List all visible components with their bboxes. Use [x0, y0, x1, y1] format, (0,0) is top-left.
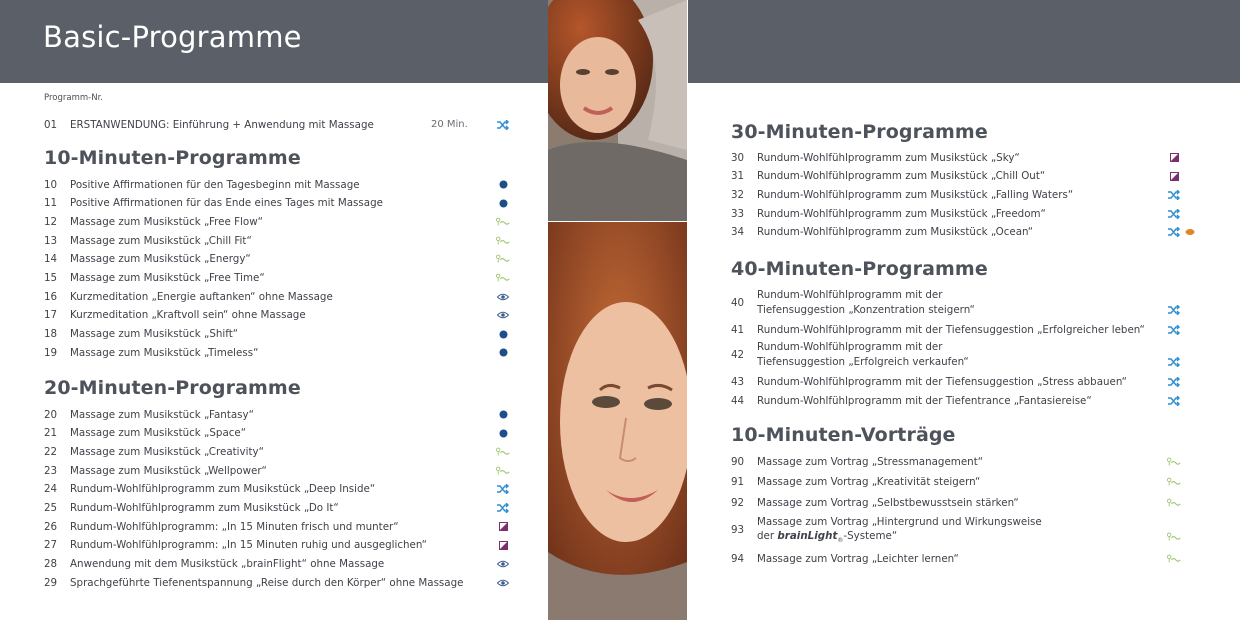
program-row-01[interactable]	[44, 116, 514, 133]
program-number: 31	[731, 170, 745, 183]
music-wave-icon	[1167, 497, 1181, 509]
program-number: 92	[731, 496, 745, 509]
column-label-program-number: Programm-Nr.	[44, 93, 103, 103]
program-row-17[interactable]	[44, 307, 514, 324]
program-title	[757, 340, 969, 369]
program-title-line-2: Tiefensuggestion „Konzentration steigern“	[757, 303, 975, 316]
program-title: Massage zum Vortrag „Leichter lernen“	[757, 553, 959, 565]
program-row-11[interactable]	[44, 195, 514, 212]
eye-icon	[496, 291, 510, 303]
eye-icon	[496, 309, 510, 321]
program-number: 14	[44, 253, 58, 266]
page-title: Basic-Programme	[43, 20, 302, 54]
section-heading-30min: 30-Minuten-Programme	[731, 121, 988, 143]
program-number: 22	[44, 445, 58, 458]
orange-blob-icon	[1183, 226, 1197, 238]
program-title: Rundum-Wohlfühlprogramm mit der Tiefensuggestion „Stress abbauen“	[757, 376, 1128, 389]
program-row-34[interactable]	[731, 224, 1201, 241]
program-number: 40	[731, 297, 745, 309]
program-number: 21	[44, 427, 58, 440]
program-title: Massage zum Musikstück „Timeless“	[70, 346, 259, 359]
program-row-21[interactable]	[44, 425, 514, 442]
music-wave-icon	[1167, 531, 1181, 543]
dot-icon	[496, 197, 510, 209]
program-title: Rundum-Wohlfühlprogramm zum Musikstück „Freedom“	[757, 207, 1046, 220]
program-number: 27	[44, 539, 58, 552]
shuffle-icon	[1167, 208, 1181, 220]
program-row-30[interactable]	[731, 149, 1201, 166]
half-square-icon	[1167, 170, 1181, 182]
header-bar-right	[688, 0, 1240, 83]
program-number: 12	[44, 215, 58, 228]
shuffle-icon	[496, 483, 510, 495]
program-row-16[interactable]	[44, 288, 514, 305]
program-row-25[interactable]	[44, 500, 514, 517]
program-title: Massage zum Musikstück „Shift“	[70, 328, 239, 341]
dot-icon	[496, 409, 510, 421]
section-heading-10min: 10-Minuten-Programme	[44, 147, 301, 169]
program-title: Massage zum Vortrag „Kreativität steigern“	[757, 476, 981, 488]
program-number: 91	[731, 476, 745, 488]
header-bar-left	[0, 0, 548, 83]
program-number: 29	[44, 576, 58, 589]
program-title-line-2-suffix: -Systeme“	[843, 530, 898, 542]
program-number: 13	[44, 234, 58, 247]
program-title: Massage zum Musikstück „Fantasy“	[70, 408, 254, 421]
music-wave-icon	[1167, 553, 1181, 565]
shuffle-icon	[1167, 395, 1181, 407]
brand-name: brainLight	[777, 530, 838, 542]
program-number: 93	[731, 523, 745, 536]
half-square-icon	[496, 539, 510, 551]
program-title-line-1: Massage zum Vortrag „Hintergrund und Wirkungsweise	[757, 515, 1042, 528]
shuffle-icon	[1167, 376, 1181, 388]
program-title: Kurzmeditation „Energie auftanken“ ohne Massage	[70, 290, 333, 303]
program-title: Massage zum Musikstück „Free Flow“	[70, 215, 263, 228]
music-wave-icon	[496, 216, 510, 228]
shuffle-icon	[1167, 226, 1181, 238]
program-title: Positive Affirmationen für den Tagesbeginn mit Massage	[70, 178, 360, 191]
shuffle-icon	[496, 119, 510, 131]
program-number: 10	[44, 178, 58, 191]
program-row-32[interactable]	[731, 186, 1201, 203]
program-row-14[interactable]	[44, 251, 514, 268]
program-title: Sprachgeführte Tiefenentspannung „Reise durch den Körper“ ohne Massage	[70, 576, 464, 589]
half-square-icon	[1167, 152, 1181, 164]
program-title	[757, 515, 1042, 549]
music-wave-icon	[496, 272, 510, 284]
program-title: Rundum-Wohlfühlprogramm: „In 15 Minuten frisch und munter“	[70, 520, 399, 533]
program-title	[757, 288, 975, 317]
program-row-92[interactable]	[731, 494, 1201, 511]
program-row-13[interactable]	[44, 232, 514, 249]
program-number: 20	[44, 408, 58, 421]
program-row-41[interactable]	[731, 322, 1201, 339]
program-title: Rundum-Wohlfühlprogramm zum Musikstück „Do It“	[70, 502, 339, 514]
shuffle-icon	[1167, 356, 1181, 368]
program-number: 44	[731, 394, 745, 407]
music-wave-icon	[496, 253, 510, 265]
program-title: Massage zum Musikstück „Space“	[70, 427, 247, 440]
section-heading-10min-talks: 10-Minuten-Vorträge	[731, 424, 956, 446]
program-number: 24	[44, 483, 58, 496]
program-number: 16	[44, 290, 58, 303]
music-wave-icon	[1167, 456, 1181, 468]
program-title: Rundum-Wohlfühlprogramm zum Musikstück „Chill Out“	[757, 170, 1046, 183]
program-title: Rundum-Wohlfühlprogramm mit der Tiefentrance „Fantasiereise“	[757, 394, 1092, 407]
program-row-43[interactable]	[731, 374, 1201, 391]
program-title: Rundum-Wohlfühlprogramm zum Musikstück „Deep Inside“	[70, 483, 376, 496]
program-number: 01	[44, 118, 58, 131]
program-title: Anwendung mit dem Musikstück „brainFlight“ ohne Massage	[70, 558, 385, 571]
section-heading-20min: 20-Minuten-Programme	[44, 377, 301, 399]
program-row-33[interactable]	[731, 205, 1201, 222]
program-title: Massage zum Musikstück „Energy“	[70, 253, 251, 266]
program-row-15[interactable]	[44, 270, 514, 287]
program-number: 25	[44, 502, 58, 514]
program-number: 15	[44, 272, 58, 284]
program-title: ERSTANWENDUNG: Einführung + Anwendung mit Massage	[70, 118, 374, 131]
program-row-91[interactable]	[731, 474, 1201, 491]
program-row-27[interactable]	[44, 537, 514, 554]
program-number: 33	[731, 207, 745, 220]
program-title: Massage zum Musikstück „Creativity“	[70, 445, 264, 458]
half-square-icon	[496, 521, 510, 533]
program-number: 17	[44, 309, 58, 322]
shuffle-icon	[496, 502, 510, 514]
dot-icon	[496, 347, 510, 359]
music-wave-icon	[496, 446, 510, 458]
shuffle-icon	[1167, 304, 1181, 316]
program-row-26[interactable]	[44, 518, 514, 535]
program-row-93[interactable]	[731, 515, 1201, 545]
program-row-40[interactable]	[731, 288, 1201, 318]
program-title: Positive Affirmationen für das Ende eines Tages mit Massage	[70, 197, 383, 210]
program-title-line-1: Rundum-Wohlfühlprogramm mit der	[757, 289, 943, 301]
program-number: 32	[731, 188, 745, 201]
program-title-line-2-prefix: der	[757, 530, 778, 542]
program-number: 23	[44, 464, 58, 477]
program-row-94[interactable]	[731, 551, 1201, 568]
program-title: Kurzmeditation „Kraftvoll sein“ ohne Massage	[70, 309, 306, 322]
program-title: Rundum-Wohlfühlprogramm mit der Tiefensuggestion „Erfolgreicher leben“	[757, 324, 1145, 336]
program-number: 28	[44, 558, 58, 571]
program-row-31[interactable]	[731, 168, 1201, 185]
program-row-19[interactable]	[44, 344, 514, 361]
program-number: 30	[731, 151, 745, 164]
dot-icon	[496, 179, 510, 191]
program-row-44[interactable]	[731, 392, 1201, 409]
program-title: Massage zum Musikstück „Chill Fit“	[70, 234, 252, 247]
eye-icon	[496, 558, 510, 570]
program-title: Massage zum Musikstück „Wellpower“	[70, 464, 267, 477]
dot-icon	[496, 427, 510, 439]
program-number: 41	[731, 324, 745, 336]
program-number: 90	[731, 455, 745, 468]
program-row-22[interactable]	[44, 443, 514, 460]
program-number: 19	[44, 346, 58, 359]
program-number: 26	[44, 520, 58, 533]
program-row-20[interactable]	[44, 406, 514, 423]
program-number: 94	[731, 553, 745, 565]
section-heading-40min: 40-Minuten-Programme	[731, 258, 988, 280]
program-title: Massage zum Musikstück „Free Time“	[70, 272, 265, 284]
program-number: 42	[731, 349, 745, 362]
program-title: Rundum-Wohlfühlprogramm zum Musikstück „Sky“	[757, 151, 1020, 164]
program-title: Massage zum Vortrag „Selbstbewusstsein stärken“	[757, 496, 1019, 509]
program-title-line-1: Rundum-Wohlfühlprogramm mit der	[757, 341, 943, 354]
registered-mark: ®	[837, 537, 844, 545]
music-wave-icon	[496, 235, 510, 247]
program-row-10[interactable]	[44, 176, 514, 193]
program-title-line-2: Tiefensuggestion „Erfolgreich verkaufen“	[757, 355, 969, 368]
music-wave-icon	[1167, 476, 1181, 488]
shuffle-icon	[1167, 324, 1181, 336]
shuffle-icon	[1167, 189, 1181, 201]
program-number: 11	[44, 197, 58, 210]
dot-icon	[496, 328, 510, 340]
program-row-29[interactable]	[44, 574, 514, 591]
program-duration: 20 Min.	[431, 119, 468, 130]
program-row-18[interactable]	[44, 326, 514, 343]
program-row-28[interactable]	[44, 556, 514, 573]
program-row-23[interactable]	[44, 462, 514, 479]
program-number: 43	[731, 376, 745, 389]
music-wave-icon	[496, 465, 510, 477]
program-row-42[interactable]	[731, 340, 1201, 370]
portrait-photo-top	[548, 0, 687, 221]
program-title: Massage zum Vortrag „Stressmanagement“	[757, 455, 984, 468]
program-number: 18	[44, 328, 58, 341]
program-title: Rundum-Wohlfühlprogramm zum Musikstück „Ocean“	[757, 226, 1034, 239]
program-title: Rundum-Wohlfühlprogramm: „In 15 Minuten ruhig und ausgeglichen“	[70, 539, 427, 552]
program-title: Rundum-Wohlfühlprogramm zum Musikstück „Falling Waters“	[757, 188, 1074, 201]
program-row-90[interactable]	[731, 453, 1201, 470]
program-row-24[interactable]	[44, 481, 514, 498]
program-row-12[interactable]	[44, 213, 514, 230]
program-number: 34	[731, 226, 745, 239]
eye-icon	[496, 577, 510, 589]
portrait-photo-bottom	[548, 222, 687, 620]
